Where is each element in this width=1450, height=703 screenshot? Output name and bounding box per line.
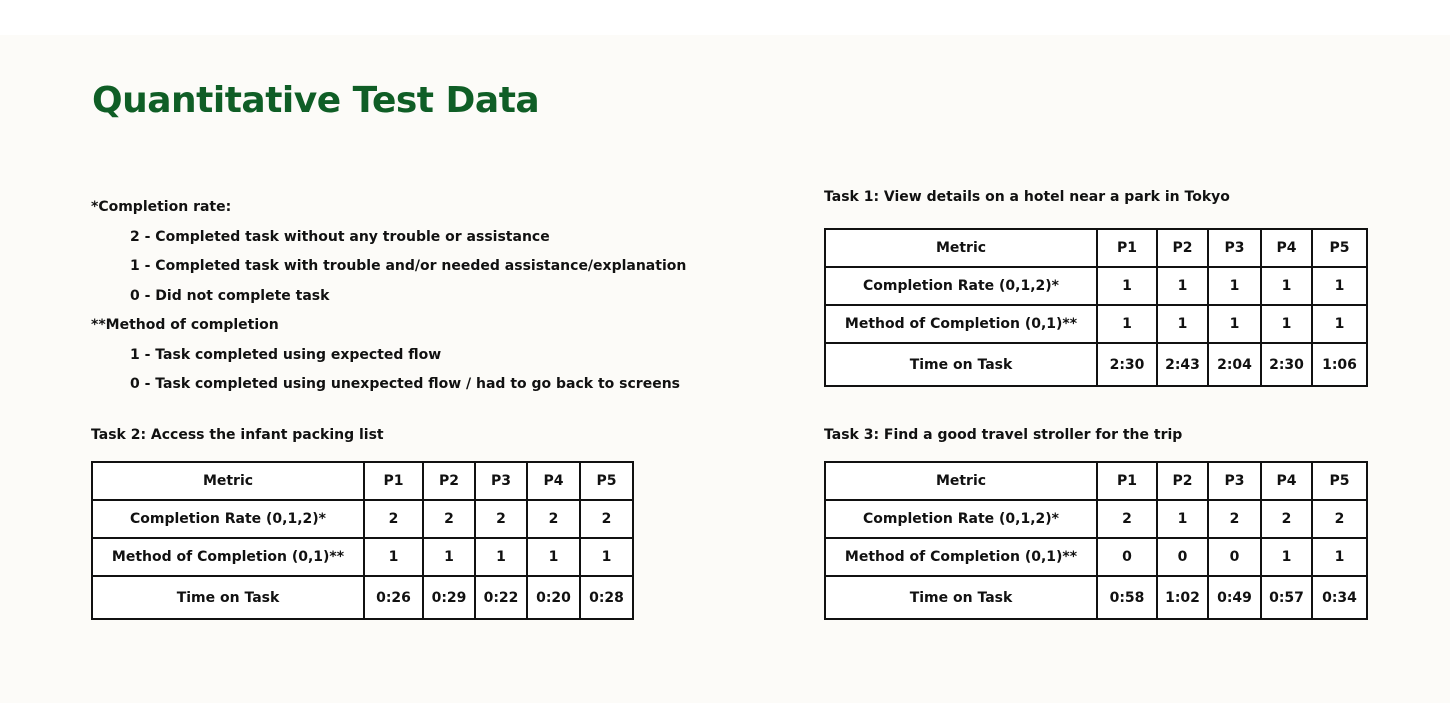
table-row — [92, 576, 633, 619]
table-cell: 1 — [1208, 305, 1261, 343]
table-row — [825, 538, 1367, 576]
table-cell: 1:02 — [1157, 576, 1208, 619]
column-header: P3 — [1208, 229, 1261, 267]
page-title: Quantitative Test Data — [92, 80, 540, 121]
completion-rate-item: 0 - Did not complete task — [130, 287, 330, 304]
table-cell: 1 — [1097, 267, 1157, 305]
table-cell: 1 — [1097, 305, 1157, 343]
metric-label: Time on Task — [825, 343, 1097, 386]
column-header: Metric — [92, 462, 364, 500]
table-cell: 2 — [1312, 500, 1367, 538]
table-cell: 2 — [1208, 500, 1261, 538]
table-cell: 1 — [1157, 305, 1208, 343]
column-header: P3 — [1208, 462, 1261, 500]
metric-label: Completion Rate (0,1,2)* — [825, 500, 1097, 538]
column-header: Metric — [825, 462, 1097, 500]
table-header-row — [825, 462, 1367, 500]
table-header-row — [92, 462, 633, 500]
table-row — [825, 305, 1367, 343]
column-header: P1 — [1097, 229, 1157, 267]
table-row — [825, 576, 1367, 619]
table-cell: 2:30 — [1261, 343, 1312, 386]
table-cell: 1 — [1261, 538, 1312, 576]
rating-legend — [91, 193, 686, 400]
table-cell: 0:28 — [580, 576, 633, 619]
table-cell: 1 — [1312, 305, 1367, 343]
table-cell: 1 — [527, 538, 580, 576]
table-cell: 0 — [1157, 538, 1208, 576]
task-3-title: Task 3: Find a good travel stroller for the trip — [824, 427, 1183, 443]
table-cell: 1 — [580, 538, 633, 576]
table-cell: 1 — [364, 538, 423, 576]
method-of-completion-heading: **Method of completion — [91, 317, 279, 333]
metric-label: Time on Task — [825, 576, 1097, 619]
column-header: P5 — [1312, 462, 1367, 500]
table-cell: 0:29 — [423, 576, 475, 619]
task-2-table — [91, 461, 634, 620]
table-cell: 0:57 — [1261, 576, 1312, 619]
table-cell: 2:30 — [1097, 343, 1157, 386]
column-header: P1 — [364, 462, 423, 500]
task-1-title: Task 1: View details on a hotel near a park in Tokyo — [824, 189, 1230, 205]
column-header: P4 — [1261, 462, 1312, 500]
table-row — [92, 538, 633, 576]
table-cell: 0 — [1097, 538, 1157, 576]
column-header: P3 — [475, 462, 527, 500]
method-of-completion-item: 0 - Task completed using unexpected flow / had to go back to screens — [130, 376, 680, 392]
table-cell: 2 — [423, 500, 475, 538]
table-cell: 1 — [1157, 500, 1208, 538]
table-cell: 0:34 — [1312, 576, 1367, 619]
completion-rate-heading: *Completion rate: — [91, 199, 232, 215]
task-2-title: Task 2: Access the infant packing list — [91, 427, 384, 443]
table-cell: 1 — [475, 538, 527, 576]
column-header: P5 — [1312, 229, 1367, 267]
table-cell: 2 — [580, 500, 633, 538]
column-header: P5 — [580, 462, 633, 500]
column-header: P1 — [1097, 462, 1157, 500]
table-cell: 1 — [1208, 267, 1261, 305]
table-cell: 2:43 — [1157, 343, 1208, 386]
metric-label: Method of Completion (0,1)** — [825, 538, 1097, 576]
method-of-completion-item: 1 - Task completed using expected flow — [130, 346, 442, 363]
table-cell: 2 — [527, 500, 580, 538]
table-cell: 0:49 — [1208, 576, 1261, 619]
table-cell: 1 — [1312, 267, 1367, 305]
table-cell: 0 — [1208, 538, 1261, 576]
column-header: Metric — [825, 229, 1097, 267]
table-cell: 1 — [1157, 267, 1208, 305]
task-3-table — [824, 461, 1368, 620]
table-cell: 1:06 — [1312, 343, 1367, 386]
table-cell: 1 — [423, 538, 475, 576]
column-header: P2 — [1157, 462, 1208, 500]
table-cell: 0:20 — [527, 576, 580, 619]
table-cell: 2 — [1261, 500, 1312, 538]
column-header: P2 — [1157, 229, 1208, 267]
table-row — [825, 343, 1367, 386]
table-cell: 1 — [1261, 267, 1312, 305]
table-cell: 1 — [1312, 538, 1367, 576]
table-row — [825, 500, 1367, 538]
table-header-row — [825, 229, 1367, 267]
table-cell: 2 — [1097, 500, 1157, 538]
table-cell: 2 — [364, 500, 423, 538]
table-cell: 2:04 — [1208, 343, 1261, 386]
table-cell: 0:26 — [364, 576, 423, 619]
column-header: P4 — [527, 462, 580, 500]
completion-rate-item: 2 - Completed task without any trouble or assistance — [130, 228, 550, 245]
completion-rate-item: 1 - Completed task with trouble and/or needed assistance/explanation — [130, 258, 687, 274]
column-header: P4 — [1261, 229, 1312, 267]
table-row — [825, 267, 1367, 305]
metric-label: Method of Completion (0,1)** — [825, 305, 1097, 343]
table-row — [92, 500, 633, 538]
table-cell: 1 — [1261, 305, 1312, 343]
task-1-table — [824, 228, 1368, 387]
metric-label: Time on Task — [92, 576, 364, 619]
metric-label: Method of Completion (0,1)** — [92, 538, 364, 576]
metric-label: Completion Rate (0,1,2)* — [92, 500, 364, 538]
table-cell: 0:58 — [1097, 576, 1157, 619]
table-cell: 2 — [475, 500, 527, 538]
table-cell: 0:22 — [475, 576, 527, 619]
column-header: P2 — [423, 462, 475, 500]
metric-label: Completion Rate (0,1,2)* — [825, 267, 1097, 305]
